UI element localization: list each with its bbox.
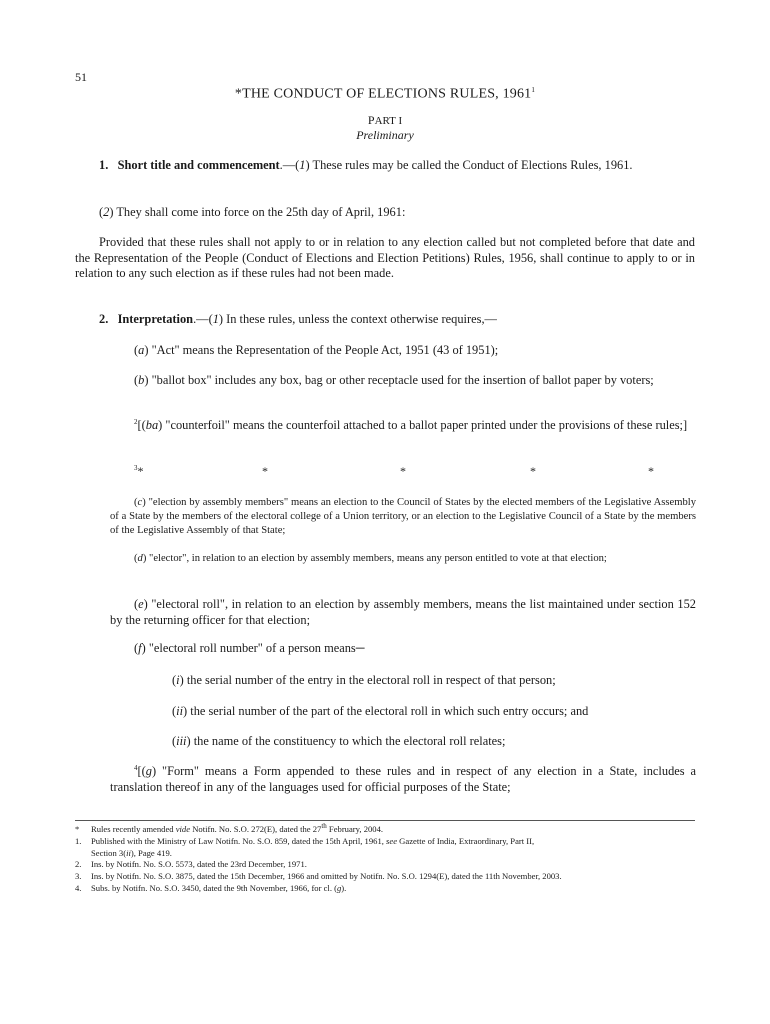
sub-clause-iii-label: iii [176,734,187,748]
sub-clause-ii-label: ii [176,704,184,718]
footnote-2-text: Ins. by Notifn. No. S.O. 5573, dated the 23rd December, 1971. [91,859,307,869]
sub-clause-i-text: ) the serial number of the entry in the electoral roll in respect of that person; [179,673,556,687]
clause-e-label: e [138,597,144,611]
footnote-1 [75,836,695,859]
rule-2-sub-1: 1 [212,312,219,326]
clause-g-label: g [145,764,152,778]
star-4: * [530,464,536,478]
sub-clause-iii: (iii) the name of the constituency to which the electoral roll relates; [172,734,506,748]
footnote-4-g: g [336,883,342,893]
clause-c: (c) "election by assembly members" means an election to the Council of States by the elected members of the Legislative Assembly of a State by the members of the electoral college of a Union territory, or an election to the Legislative Council of a State by the members of the Legislative Assembly of that State; [110,497,696,536]
star-1: * [137,464,144,478]
clause-b-label: b [138,373,145,387]
clause-c-label: c [137,497,143,508]
footnote-3-mark: 3. [75,871,82,881]
clause-e: (e) "electoral roll", in relation to an election by assembly members, means the list maintained under section 152 by the returning officer for that election; [110,597,696,627]
footnote-4-text-2: ). [341,883,347,893]
rule-1-number: 1. [99,158,109,172]
footnote-star-text-2: Notifn. No. S.O. 272(E), dated the 27 [190,824,322,834]
footnote-1-ii: ii [126,847,131,858]
footnote-1-mark: 1. [75,836,82,846]
clause-b-text: ) "ballot box" includes any box, bag or other receptacle used for the insertion of ballot paper by voters; [144,373,654,387]
rule-2-text: ) In these rules, unless the context otherwise requires,— [218,312,497,326]
rule-2-heading: Interpretation [117,312,194,326]
rule-1-proviso: Provided that these rules shall not apply to or in relation to any election called but not completed before that date and the Representation of the People (Conduct of Elections and Election Petitions) Rules, 1956, shall continue to apply to or in relation to any such election as if these rules had not been made. [75,235,695,280]
clause-g-text: ) "Form" means a Form appended to these rules and in respect of any election in a State, includes a translation thereof in any of the languages used for official purposes of the State; [110,764,696,794]
title-text: *THE CONDUCT OF ELECTIONS RULES, 1961 [234,86,532,102]
footnote-2 [75,859,695,871]
footnote-3-text: Ins. by Notifn. No. S.O. 3875, dated the 15th December, 1966 and omitted by Notifn. No. S.O. 1294(E), dated the 11th November, 2003. [91,871,562,881]
clause-f-text: ) "electoral roll number" of a person means─ [141,641,365,655]
star-5: * [648,464,654,478]
clause-g-footnote-ref: 4 [134,763,138,772]
footnote-2-mark: 2. [75,859,82,869]
part-heading-initial: P [367,113,375,127]
clause-e-text: ) "electoral roll", in relation to an election by assembly members, means the list maintained under section 152 by the returning officer for that election; [110,597,696,627]
footnote-1-text-2: Gazette of India, Extraordinary, Part II, [397,836,535,846]
rule-1-text: ) These rules may be called the Conduct of Elections Rules, 1961. [305,158,633,172]
omitted-footnote-ref: 3 [134,464,138,472]
rule-1-sub-2-paragraph: (2) They shall come into force on the 25th day of April, 1961: [99,205,406,219]
footnote-star-mark: * [75,824,80,834]
part-heading-rest: ART I [374,115,403,127]
clause-c-text: ) "election by assembly members" means an election to the Council of States by the elected members of the Legislative Assembly of a State by the members of the electoral college of a Union territory, or an election to the Legislative Council of a State by the members of the Legislative Assembly of that State; [110,497,696,536]
rule-1-dash: .—( [279,158,300,172]
clause-b: (b) "ballot box" includes any box, bag or other receptacle used for the insertion of ballot paper by voters; [134,373,654,387]
clause-d-text: ) "elector", in relation to an election by assembly members, means any person entitled to vote at that election; [142,553,607,564]
sub-clause-ii: (ii) the serial number of the part of the electoral roll in which such entry occurs; and [172,704,589,718]
clause-a: (a) "Act" means the Representation of the People Act, 1951 (43 of 1951); [134,343,499,357]
footnote-4 [75,883,695,895]
footnote-4-mark: 4. [75,883,82,893]
clause-ba-footnote-ref: 2 [134,417,138,426]
clause-f-label: f [138,641,142,655]
rule-1-sub-1: 1 [299,158,306,172]
rule-1-paragraph [75,158,695,174]
clause-a-label: a [138,343,145,357]
page-number: 51 [75,70,87,84]
footnote-divider [75,820,695,821]
clause-a-text: ) "Act" means the Representation of the People Act, 1951 (43 of 1951); [144,343,499,357]
footnote-star-text: Rules recently amended [91,824,176,834]
sub-clause-iii-text: ) the name of the constituency to which the electoral roll relates; [186,734,506,748]
footnote-star [75,824,695,836]
clause-ba: $^2$[(ba) "counterfoil" means the counterfoil attached to a ballot paper printed under the provisions of these rules;] [134,417,688,432]
star-2: * [262,464,268,478]
part-heading [0,113,770,128]
clause-d-label: d [137,553,143,564]
footnote-1-see: see [386,836,398,846]
clause-ba-text: ) "counterfoil" means the counterfoil attached to a ballot paper printed under the provisions of these rules;] [158,418,688,432]
sub-clause-i-label: i [176,673,180,687]
clause-d: (d) "elector", in relation to an election by assembly members, means any person entitled to vote at that election; [134,553,607,564]
rule-2-dash: .—( [193,312,213,326]
document-title [0,86,770,103]
rule-2-paragraph [99,312,695,328]
title-footnote-ref: 1 [531,86,536,94]
footnote-star-text-3: February, 2004. [326,824,384,834]
star-3: * [400,464,406,478]
rule-2-number: 2. [99,312,109,326]
preliminary-heading: Preliminary [356,128,414,142]
rule-1-sub-2-text: ) They shall come into force on the 25th day of April, 1961: [109,205,406,219]
footnote-4-text: Subs. by Notifn. No. S.O. 3450, dated the 9th November, 1966, for cl. ( [91,883,337,893]
clause-f: (f) "electoral roll number" of a person means─ [134,641,365,655]
footnote-1-text: Published with the Ministry of Law Notifn. No. S.O. 859, dated the 15th April, 1961, [91,836,387,846]
rule-1-heading: Short title and commencement [117,158,280,172]
sub-clause-i: (i) the serial number of the entry in the electoral roll in respect of that person; [172,673,556,687]
footnote-star-th: th [321,822,327,831]
rule-1-sub-2-label: 2 [103,205,110,219]
footnote-1-line-2: Section 3( [91,847,127,858]
sub-clause-ii-text: ) the serial number of the part of the electoral roll in which such entry occurs; and [183,704,589,718]
clause-g: $^4$[(g) "Form" means a Form appended to these rules and in respect of any election in a State, includes a translation thereof in any of the languages used for official purposes of the State; [110,763,696,794]
clause-ba-label: ba [145,418,159,432]
footnote-3 [75,871,695,883]
footnote-star-vide: vide [175,824,191,834]
footnote-1-line-2-end: ), Page 419. [130,847,172,858]
